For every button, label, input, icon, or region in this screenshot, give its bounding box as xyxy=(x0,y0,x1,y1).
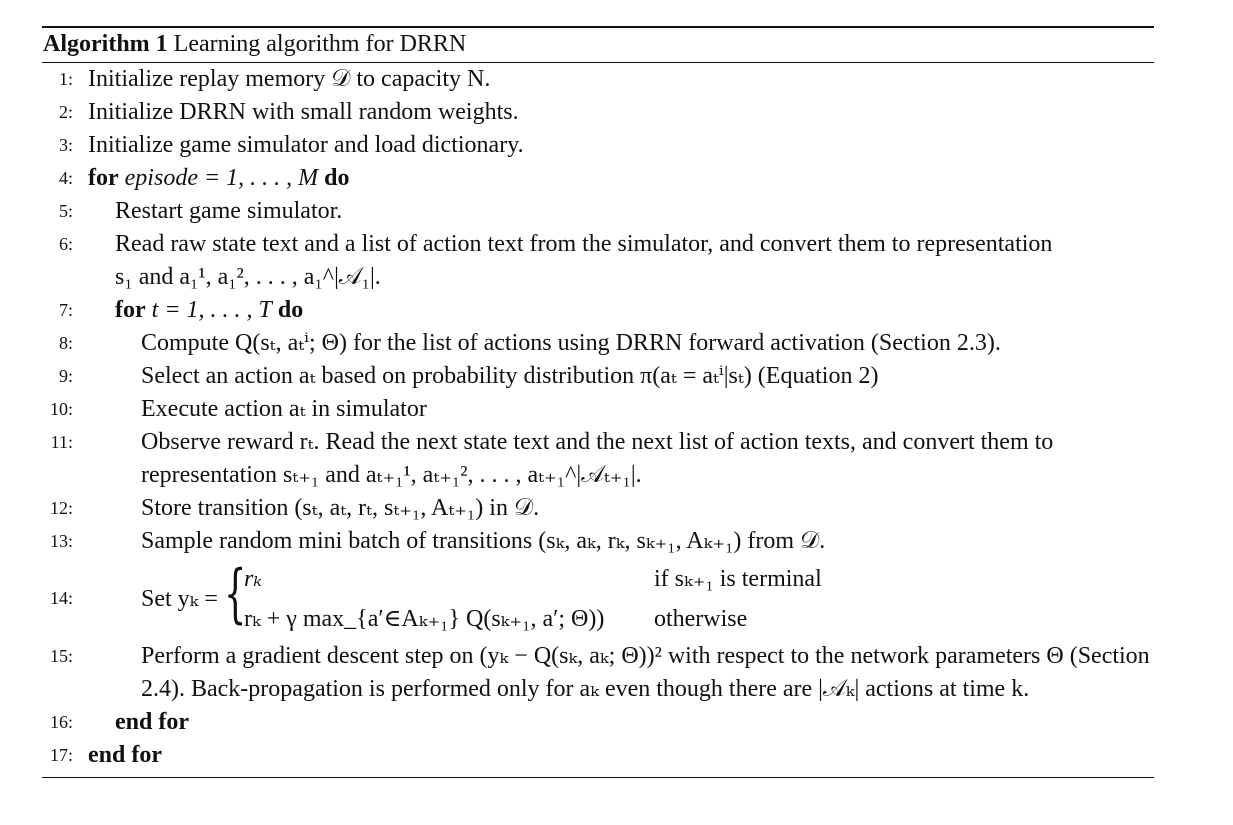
keyword-for: for xyxy=(115,297,146,323)
line-text: Store transition (sₜ, aₜ, rₜ, sₜ₊₁, Aₜ₊₁) in 𝒟. xyxy=(141,495,540,521)
algorithm-line xyxy=(42,558,1154,640)
line-number: 16: xyxy=(49,712,73,732)
algorithm-line xyxy=(42,162,1154,195)
algorithm-line xyxy=(42,129,1154,162)
line-text: Restart game simulator. xyxy=(115,198,343,224)
line-number: 8: xyxy=(58,333,73,353)
line-number: 7: xyxy=(58,300,73,320)
left-brace: { xyxy=(223,557,247,631)
line-text xyxy=(88,162,1154,195)
line-number: 11: xyxy=(50,432,73,452)
algorithm-line xyxy=(42,393,1154,426)
line-number: 12: xyxy=(49,498,73,518)
line-number: 4: xyxy=(58,168,73,188)
algorithm-line xyxy=(42,96,1154,129)
line-number: 15: xyxy=(49,646,73,666)
algorithm-line xyxy=(42,525,1154,558)
case-condition: otherwise xyxy=(653,606,748,632)
algorithm-line xyxy=(42,327,1154,360)
algorithm-line xyxy=(42,492,1154,525)
caption-label: Algorithm 1 xyxy=(43,31,168,57)
algorithm-line xyxy=(42,426,1154,492)
line-number: 9: xyxy=(58,366,73,386)
line-number: 2: xyxy=(58,102,73,122)
case-condition: if sₖ₊₁ is terminal xyxy=(653,566,822,592)
keyword-end-for: end for xyxy=(115,709,189,735)
case-rows xyxy=(244,559,822,639)
line-number: 17: xyxy=(49,745,73,765)
piecewise-definition xyxy=(224,559,822,639)
loop-expression: episode = 1, . . . , M xyxy=(124,165,319,191)
line-text: Initialize game simulator and load dictionary. xyxy=(88,132,524,158)
line-text: Initialize DRRN with small random weights. xyxy=(88,99,519,125)
line-text: Execute action aₜ in simulator xyxy=(141,396,427,422)
algorithm-line xyxy=(42,294,1154,327)
keyword-do: do xyxy=(277,297,304,323)
case-expression: rₖ xyxy=(243,566,263,592)
line-text: Perform a gradient descent step on (yₖ − Q(sₖ, aₖ; Θ))² with respect to the network parameters Θ (Section 2.4). Back-propagation is performed only for aₖ even though there are |𝒜ₖ| actions at time k. xyxy=(141,643,1150,702)
line-text: Observe reward rₜ. Read the next state text and the next list of action texts, and convert them to xyxy=(141,429,1054,455)
line-text: Compute Q(sₜ, aₜⁱ; Θ) for the list of actions using DRRN forward activation (Section 2.3). xyxy=(141,330,1001,356)
bottom-rule xyxy=(42,777,1154,778)
line-number: 10: xyxy=(49,399,73,419)
algorithm-line xyxy=(42,640,1154,706)
line-text xyxy=(141,558,1154,640)
line-text-continuation: s₁ and a₁¹, a₁², . . . , a₁^|𝒜₁|. xyxy=(115,264,381,290)
keyword-for: for xyxy=(88,165,119,191)
algorithm-line xyxy=(42,228,1154,294)
case-expression: rₖ + γ max_{a′∈Aₖ₊₁} Q(sₖ₊₁, a′; Θ)) xyxy=(243,606,605,632)
line-text-continuation: representation sₜ₊₁ and aₜ₊₁¹, aₜ₊₁², . . . , aₜ₊₁^|𝒜ₜ₊₁|. xyxy=(141,462,642,488)
line-number: 3: xyxy=(58,135,73,155)
algorithm-line xyxy=(42,739,1154,772)
algorithm-line xyxy=(42,63,1154,96)
line-text: Initialize replay memory 𝒟 to capacity N. xyxy=(88,66,491,92)
algorithm-line xyxy=(42,706,1154,739)
line-text: Select an action aₜ based on probability distribution π(aₜ = aₜⁱ|sₜ) (Equation 2) xyxy=(141,363,879,389)
line-text: Sample random mini batch of transitions (sₖ, aₖ, rₖ, sₖ₊₁, Aₖ₊₁) from 𝒟. xyxy=(141,528,826,554)
keyword-do: do xyxy=(324,165,350,191)
algorithm-line xyxy=(42,195,1154,228)
line-number: 5: xyxy=(58,201,73,221)
line-number: 1: xyxy=(58,69,73,89)
line-number: 14: xyxy=(49,588,73,608)
set-target-label: Set yₖ = xyxy=(141,585,218,612)
algorithm-caption xyxy=(42,28,1154,62)
loop-expression: t = 1, . . . , T xyxy=(151,297,272,323)
algorithm-line xyxy=(42,360,1154,393)
case-row xyxy=(244,599,822,639)
case-row xyxy=(244,559,822,599)
line-text xyxy=(115,294,1154,327)
algorithm-lines xyxy=(42,63,1154,772)
keyword-end-for: end for xyxy=(88,742,162,768)
line-number: 13: xyxy=(49,531,73,551)
caption-text: Learning algorithm for DRRN xyxy=(173,31,467,57)
algorithm-block xyxy=(42,26,1154,778)
line-number: 6: xyxy=(58,234,73,254)
line-text: Read raw state text and a list of action text from the simulator, and convert them to representation xyxy=(115,231,1053,257)
